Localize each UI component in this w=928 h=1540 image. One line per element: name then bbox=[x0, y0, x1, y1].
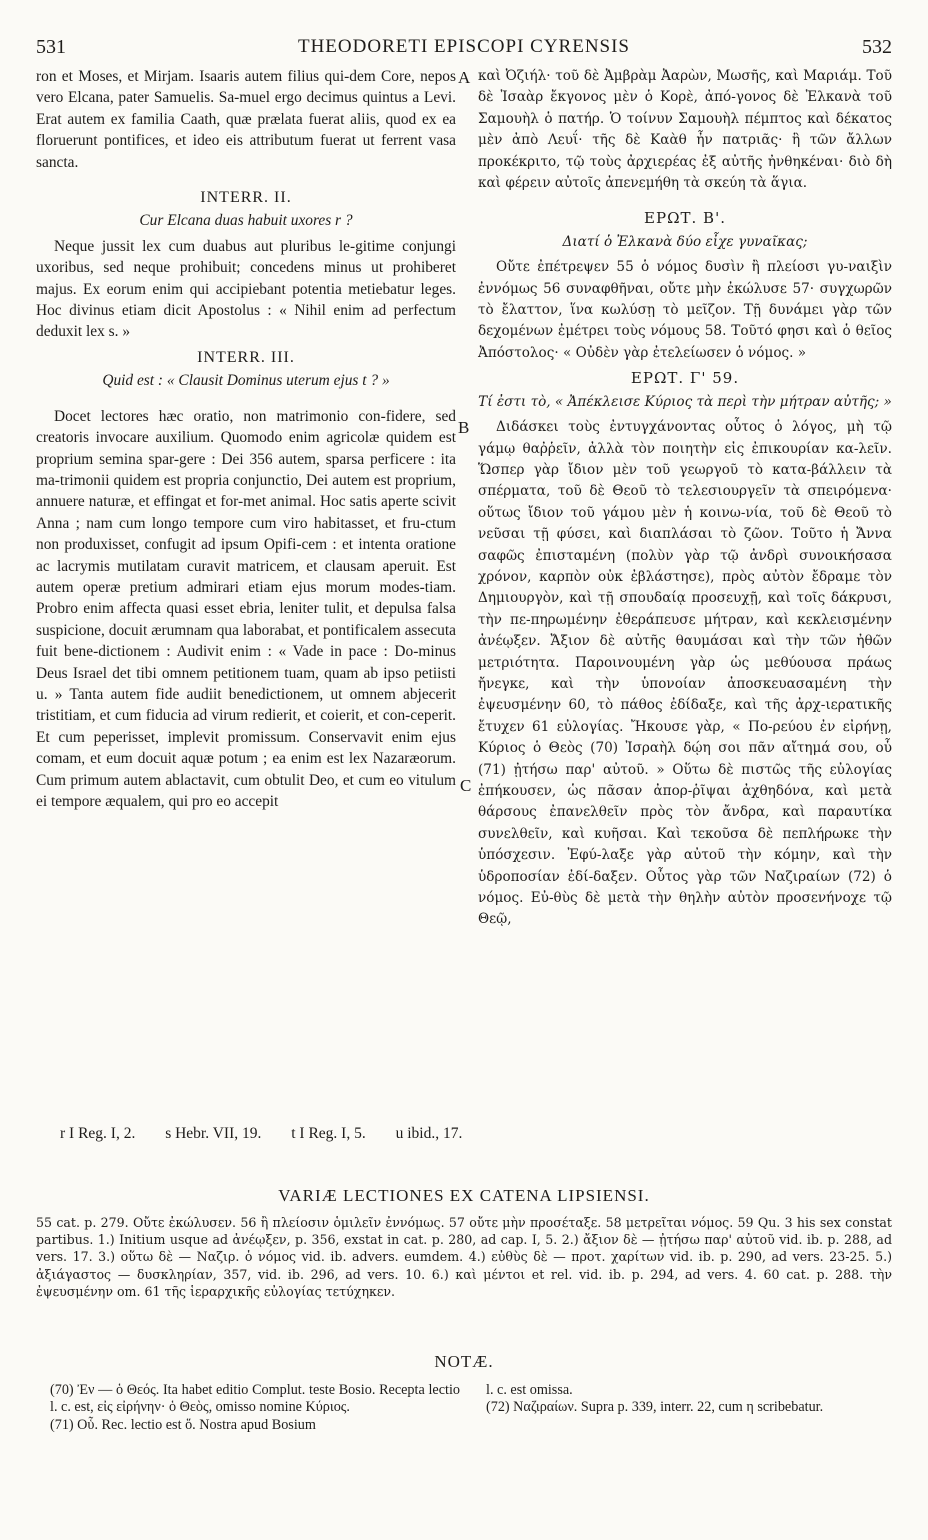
variae-lectiones-text: 55 cat. p. 279. Οὔτε ἐκώλυσεν. 56 ἢ πλείοσιν ὁμιλεῖν ἐννόμως. 57 οὔτε μὴν προσέταξε. 58 μετρεῖται νόμος. 59 Qu. 3 his sex constat partibus. 1.) Initium usque ad ἀνέῳξεν, p. 356, exstat in cat. p. 280, ad cap. I, 5. 2.) ἄξιον δὲ — ᾐτήσω παρ' αὐτοῦ vid. ib. p. 288, ad vers. 17. 3.) οὕτω δὲ — Ναζιρ. ὁ νόμος vid. ib. advers. eumdem. 4.) εὐθὺς δὲ — προτ. χαρίτων vid. ib. p. 290, ad vers. 23-25. 5.) ἀξιάγαστος — δυσκληρίαν, 357, vid. ib. 296, ad vers. 10. 6.) καὶ μέντοι et rel. vid. ib. p. 294, ad vers. 4. 60 cat. p. 288. τὴν ἐψευσμένην om. 61 τῆς ἱεραρχικῆς εὐλογίας τετύχηκεν. bbox=[36, 1215, 892, 1299]
footnote-t: t I Reg. I, 5. bbox=[291, 1125, 366, 1142]
latin-heading-interr-3: INTERR. III. bbox=[197, 348, 295, 366]
greek-heading-erot-2: ΕΡΩΤ. Β'. bbox=[644, 209, 726, 228]
greek-heading-erot-3: ΕΡΩΤ. Γ' 59. bbox=[630, 369, 740, 388]
footnote-u: u ibid., 17. bbox=[395, 1125, 463, 1142]
note-71-continued: l. c. est omissa. bbox=[486, 1382, 573, 1398]
note-71: (71) Οὗ. Rec. lectio est ὅ. Nostra apud Bosium bbox=[50, 1416, 316, 1433]
greek-question-3: Τί ἐστι τὸ, « Ἀπέκλεισε Κύριος τὰ περὶ τὴν μήτραν αὐτῆς; » bbox=[478, 393, 892, 410]
variae-lectiones bbox=[36, 1214, 892, 1300]
running-title: THEODORETI EPISCOPI CYRENSIS bbox=[297, 36, 631, 57]
greek-question-2: Διατί ὁ Ἐλκανὰ δύο εἶχε γυναῖκας; bbox=[562, 233, 808, 250]
latin-paragraph-3: Docet lectores hæc oratio, non matrimonio con-fidere, sed creatoris invocare auxilium. Quomodo enim agricolæ quidem est proprium semina spar-gere : Dei 356 autem, sparsa perficere : ita ma-trimonii quidem est propria conjunctio, Dei autem est proprium, annuere naturæ, et effingat et for-met animal. Hoc satis aperte scivit Anna ; nam cum longo tempore cum viro habitasset, et fru-ctum non produxisset, confugit ad ipsum Opifi-cem : et intenta oratione ac lacrymis mutilatam curavit matricem, et clausam aperuit. Est autem operæ pretium admirari etiam ejus morum modes-tiam. Probro enim affecta quasi esset ebria, leniter tulit, et depulsa falsa suspicione, docuit ærumnam qua laborabat, et pontificalem assecuta fuit bene-dictionem : Audivit enim : « Vade in pace : Do-minus Deus Israel det tibi omnem petitionem tuam, quam ab ipso petiisti u. » Tanta autem fide audiit benedictionem, ut omnem abjecerit tristitiam, et cum fiducia ad virum redierit, et coierit, et con-ceperit. Et cum peperisset, implevit promissum. Conservavit enim ejus comam, et eum docuit aquæ potum ; ea enim est lex Nazaræorum. Cum primum autem ablactavit, cum obtulit Deo, et cum eo vitulum ei tempore æqualem, qui pro eo accepit bbox=[36, 407, 456, 810]
note-72: (72) Ναζιραίων. Supra p. 339, interr. 22, cum η scribebatur. bbox=[486, 1399, 824, 1416]
margin-marker-c: C bbox=[460, 776, 472, 795]
notae-title: NOTÆ. bbox=[434, 1352, 494, 1371]
latin-paragraph-1: ron et Moses, et Mirjam. Isaaris autem filius qui-dem Core, nepos vero Elcana, pater Samuelis. Sa-muel ergo decimus quintus a Levi. Erat autem ex familia Caath, quæ prælata fuerat aliis, quod ex ea floruerunt pontifices, et ideo eis attributum fuerat ut ferrent vasa sancta. bbox=[36, 68, 456, 171]
greek-column bbox=[478, 66, 892, 931]
page-header bbox=[36, 36, 892, 64]
latin-question-2: Cur Elcana duas habuit uxores r ? bbox=[139, 212, 353, 230]
greek-paragraph-2: Οὔτε ἐπέτρεψεν 55 ὁ νόμος δυσὶν ἢ πλείοσι γυ-ναιξὶν ἐννόμως 56 συναφθῆναι, οὔτε μὴν ἐκώλυσε 57· συγχωρῶν τὸ ἔλαττον, ἵνα κωλύσῃ τὸ μεῖζον. Τῇ δυνάμει γὰρ τῶν δεχομένων ἐμέτρει τοὺς νόμους 58. Τοῦτό φησι καὶ ὁ θεῖος Ἀπόστολος· « Οὐδὲν γὰρ ἐτελείωσεν ὁ νόμος. » bbox=[478, 259, 892, 361]
footnote-r: r I Reg. I, 2. bbox=[60, 1125, 136, 1142]
notes-left-column bbox=[50, 1382, 460, 1434]
page-number-right: 532 bbox=[862, 36, 892, 58]
footnote-s: s Hebr. VII, 19. bbox=[165, 1125, 262, 1142]
margin-marker-a: A bbox=[458, 68, 471, 87]
greek-paragraph-1: καὶ Ὀζιήλ· τοῦ δὲ Ἀμβρὰμ Ἀαρὼν, Μωσῆς, καὶ Μαριάμ. Τοῦ δὲ Ἰσαὰρ ἔκγονος μὲν ὁ Κορὲ, ἀπό-γονος δὲ Ἐλκανὰ τοῦ Σαμουὴλ ὁ πατήρ. Ὁ τοίνυν Σαμουὴλ πέμπτος καὶ δέκατος μὲν ἀπὸ Λευΐ· τῆς δὲ Καὰθ ἦν πατριᾶς· ἣ τῶν ἄλλων προκέκριτο, τῷ τοὺς ἀρχιερέας ἐξ αὐτῆς ἠνθηκέναι· διὸ δὴ καὶ φέρειν αὐτοῖς ἀπενεμήθη τὰ σκεύη τὰ ἅγια. bbox=[478, 68, 892, 192]
greek-paragraph-3: Διδάσκει τοὺς ἐντυγχάνοντας οὗτος ὁ λόγος, μὴ τῷ γάμῳ θαῤῥεῖν, ἀλλὰ τὸν ποιητὴν εἰς ἐπικουρίαν κα-λεῖν. Ὥσπερ γὰρ ἴδιον μὲν τοῦ γεωργοῦ τὸ κατα-βάλλειν τὰ σπέρματα, τοῦ δὲ Θεοῦ τὸ τελεσιουργεῖν τὰ σπειρόμενα· οὕτως ἴδιον τοῦ γάμου μὲν ἡ κοινω-νία, τοῦ δὲ Θεοῦ τὸ νεῦσαι τῇ φύσει, καὶ διαπλάσαι τὸ ζῶον. Τοῦτο ἡ Ἄννα σαφῶς ἐπισταμένη (πολὺν γὰρ τῷ ἀνδρὶ συνοικήσασα χρόνον, καρπὸν οὐκ ἐβλάστησε), πρὸς αὐτὸν ἔδραμε τὸν Δημιουργὸν, καὶ τῇ σπουδαίᾳ προσευχῇ, καὶ τοῖς δάκρυσι, τὴν πε-πηρωμένην ἐθεράπευσε μήτραν, καὶ κεκλεισμένην ἀνέῳξεν. Ἄξιον δὲ αὐτῆς θαυμάσαι καὶ τὴν τῶν ἠθῶν μετριότητα. Παροινουμένη γὰρ ὡς μεθύουσα πράως ἤνεγκε, καὶ τὴν ὑπονοίαν ἀποσκευασαμένη τὴν ἐψευσμένην 60, τὸ πάθος ἐδίδαξε, καὶ τῆς ἀρχ-ιερατικῆς ἔτυχεν 61 εὐλογίας. Ἤκουσε γὰρ, « Πο-ρεύου ἐν εἰρήνῃ, Κύριος ὁ Θεὸς (70) Ἰσραὴλ δῴη σοι πᾶν αἴτημά σου, οὗ (71) ᾐτήσω παρ' αὐτοῦ. » Οὕτω δὲ πιστῶς τῆς εὐλογίας ἐπήκουσεν, ὡς πᾶσαν ἀπορ-ῥῖψαι ἀχθηδόνα, καὶ μετὰ θάρσους ἐπανελθεῖν πρὸς τὸν ἄνδρα, καὶ παραυτίκα συνελθεῖν, καὶ κυῆσαι. Καὶ τεκοῦσα δὲ πεπλήρωκε τὴν ὑπόσχεσιν. Ἐφύ-λαξε γὰρ αὐτοῦ τὴν κόμην, καὶ τὴν ὑδροποσίαν ἐδί-δαξεν. Οὗτος γὰρ τῶν Ναζιραίων (72) ὁ νόμος. Εὐ-θὺς δὲ μετὰ τὴν θηλὴν αὐτὸν προσενήνοχε τῷ Θεῷ, bbox=[478, 419, 892, 928]
latin-column bbox=[36, 66, 456, 812]
latin-paragraph-2: Neque jussit lex cum duabus aut pluribus le-gitime conjungi uxoribus, sed neque prohibuit; concedens minus ut prohiberet majus. Ex eorum enim qui accipiebant potentia metiebatur leges. Hoc divinus etiam dicit Apostolus : « Nihil enim ad perfectum deduxit lex s. » bbox=[36, 237, 456, 341]
scripture-footnotes bbox=[60, 1125, 860, 1143]
notes-right-column bbox=[486, 1382, 892, 1417]
latin-question-3: Quid est : « Clausit Dominus uterum ejus t ? » bbox=[102, 372, 390, 390]
latin-heading-interr-2: INTERR. II. bbox=[200, 189, 292, 207]
variae-lectiones-title: VARIÆ LECTIONES EX CATENA LIPSIENSI. bbox=[278, 1186, 650, 1205]
note-70: (70) Ἐν — ὁ Θεός. Ita habet editio Complut. teste Bosio. Recepta lectio l. c. est, εἰς εἰρήνην· ὁ Θεὸς, omisso nomine Κύριος. bbox=[50, 1382, 460, 1416]
page-number-left: 531 bbox=[36, 36, 66, 58]
margin-marker-b: B bbox=[458, 418, 470, 437]
